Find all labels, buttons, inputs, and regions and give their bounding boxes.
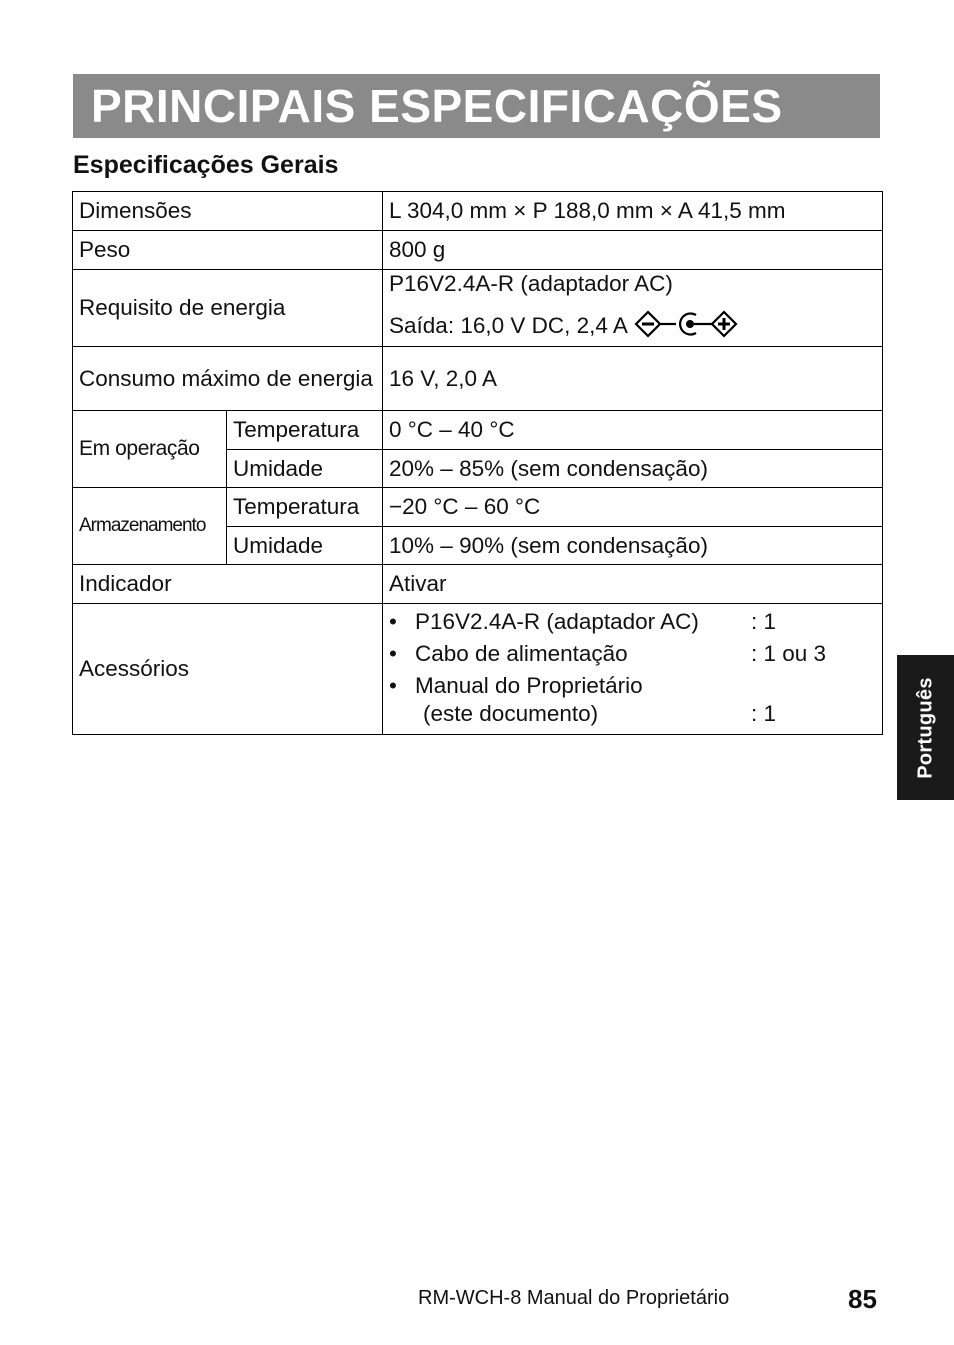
list-item: [389, 671, 876, 701]
table-row: [73, 488, 883, 527]
accessory-name: P16V2.4A-R (adaptador AC): [415, 609, 699, 634]
accessories-label: Acessórios: [73, 604, 383, 735]
dimensions-value: L 304,0 mm × P 188,0 mm × A 41,5 mm: [383, 192, 883, 231]
accessory-qty: : 1 ou 3: [751, 641, 827, 666]
accessories-value: [383, 604, 883, 735]
indicator-value: Ativar: [383, 565, 883, 604]
dc-polarity-icon: [634, 309, 742, 345]
operation-humidity-label: Umidade: [227, 450, 383, 488]
accessory-name: Cabo de alimentação: [415, 641, 628, 666]
spec-table: [72, 191, 883, 735]
page-title: PRINCIPAIS ESPECIFICAÇÕES: [91, 80, 783, 132]
storage-temp-label: Temperatura: [227, 488, 383, 527]
page-number: 85: [848, 1284, 877, 1314]
max-consumption-label: Consumo máximo de energia: [73, 347, 383, 411]
storage-humidity-label: Umidade: [227, 527, 383, 565]
operation-humidity-value: 20% – 85% (sem condensação): [383, 450, 883, 488]
power-output-line: [389, 309, 876, 345]
bullet: •: [389, 673, 397, 698]
operation-label: Em operação: [73, 411, 227, 488]
list-item: [389, 699, 876, 729]
page-title-bar: [73, 74, 880, 138]
operation-temp-label: Temperatura: [227, 411, 383, 450]
section-subtitle: Especificações Gerais: [73, 151, 339, 179]
storage-label: Armazenamento: [73, 488, 227, 565]
table-row: [73, 604, 883, 735]
accessory-name-continued: (este documento): [423, 701, 599, 726]
power-requirement-label: Requisito de energia: [73, 270, 383, 347]
bullet: •: [389, 609, 397, 634]
language-tab-label: Português: [914, 676, 936, 779]
dimensions-label: Dimensões: [73, 192, 383, 231]
table-row: [73, 192, 883, 231]
table-row: [73, 270, 883, 347]
power-requirement-value: [383, 270, 883, 347]
table-row: [73, 231, 883, 270]
power-output-text: Saída: 16,0 V DC, 2,4 A: [389, 312, 628, 338]
weight-value: 800 g: [383, 231, 883, 270]
table-row: [73, 411, 883, 450]
accessory-qty: : 1: [751, 609, 777, 634]
storage-humidity-value: 10% – 90% (sem condensação): [383, 527, 883, 565]
table-row: [73, 565, 883, 604]
operation-temp-value: 0 °C – 40 °C: [383, 411, 883, 450]
power-adapter-model: P16V2.4A-R (adaptador AC): [389, 271, 673, 296]
language-tab: [897, 655, 954, 800]
table-row: [73, 347, 883, 411]
accessory-name: Manual do Proprietário: [415, 673, 643, 698]
accessory-qty: : 1: [751, 701, 777, 726]
weight-label: Peso: [73, 231, 383, 270]
list-item: [389, 607, 876, 637]
storage-temp-value: −20 °C – 60 °C: [383, 488, 883, 527]
indicator-label: Indicador: [73, 565, 383, 604]
max-consumption-value: 16 V, 2,0 A: [383, 347, 883, 411]
bullet: •: [389, 641, 397, 666]
footer-manual-title: RM-WCH-8 Manual do Proprietário: [418, 1287, 730, 1309]
list-item: [389, 639, 876, 669]
